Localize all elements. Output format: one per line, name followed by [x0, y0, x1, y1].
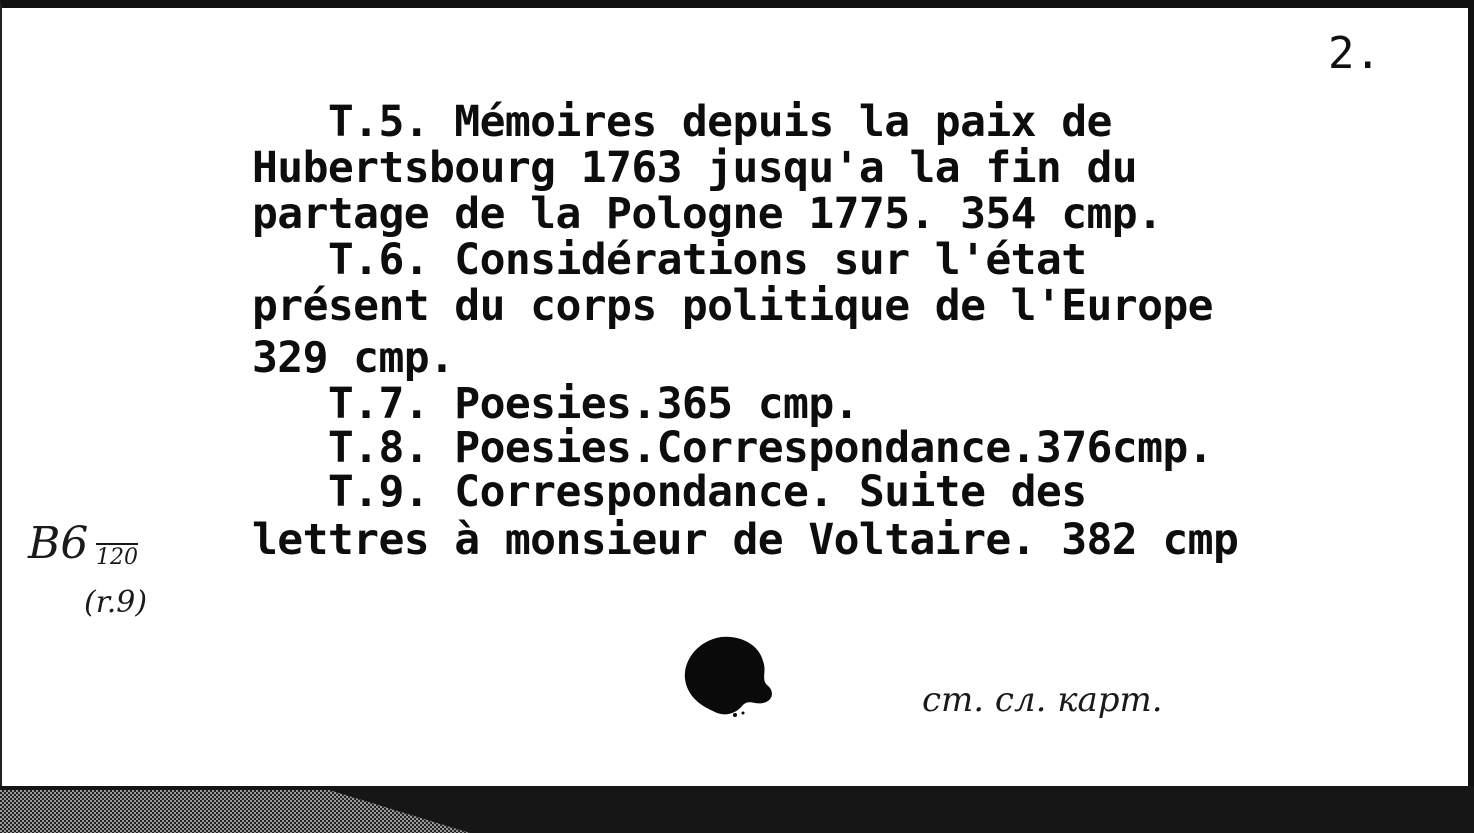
- handwritten-shelfmark-sub: 120: [96, 545, 138, 570]
- typed-line: partage de la Pologne 1775. 354 cmp.: [252, 189, 1163, 239]
- typed-line: T.5. Mémoires depuis la paix de: [252, 97, 1112, 147]
- typed-line: T.6. Considérations sur l'état: [252, 235, 1087, 285]
- handwritten-bottom-note: cm. cл. карт.: [922, 680, 1163, 720]
- typed-line: lettres à monsieur de Voltaire. 382 cmp: [252, 515, 1239, 565]
- punch-hole-blot: [683, 635, 775, 717]
- handwritten-shelfmark: B6: [28, 518, 89, 569]
- handwritten-paren-note: (r.9): [84, 585, 148, 620]
- typed-line: T.8. Poesies.Correspondance.376cmp.: [252, 423, 1213, 473]
- typed-line: Hubertsbourg 1763 jusqu'a la fin du: [252, 143, 1138, 193]
- typed-line: T.9. Correspondance. Suite des: [252, 467, 1087, 517]
- typed-line: 329 cmp.: [252, 333, 455, 383]
- typed-line: T.7. Poesies.365 cmp.: [252, 379, 859, 429]
- page-number: 2.: [1328, 28, 1381, 79]
- typed-line: présent du corps politique de l'Europe: [252, 281, 1213, 331]
